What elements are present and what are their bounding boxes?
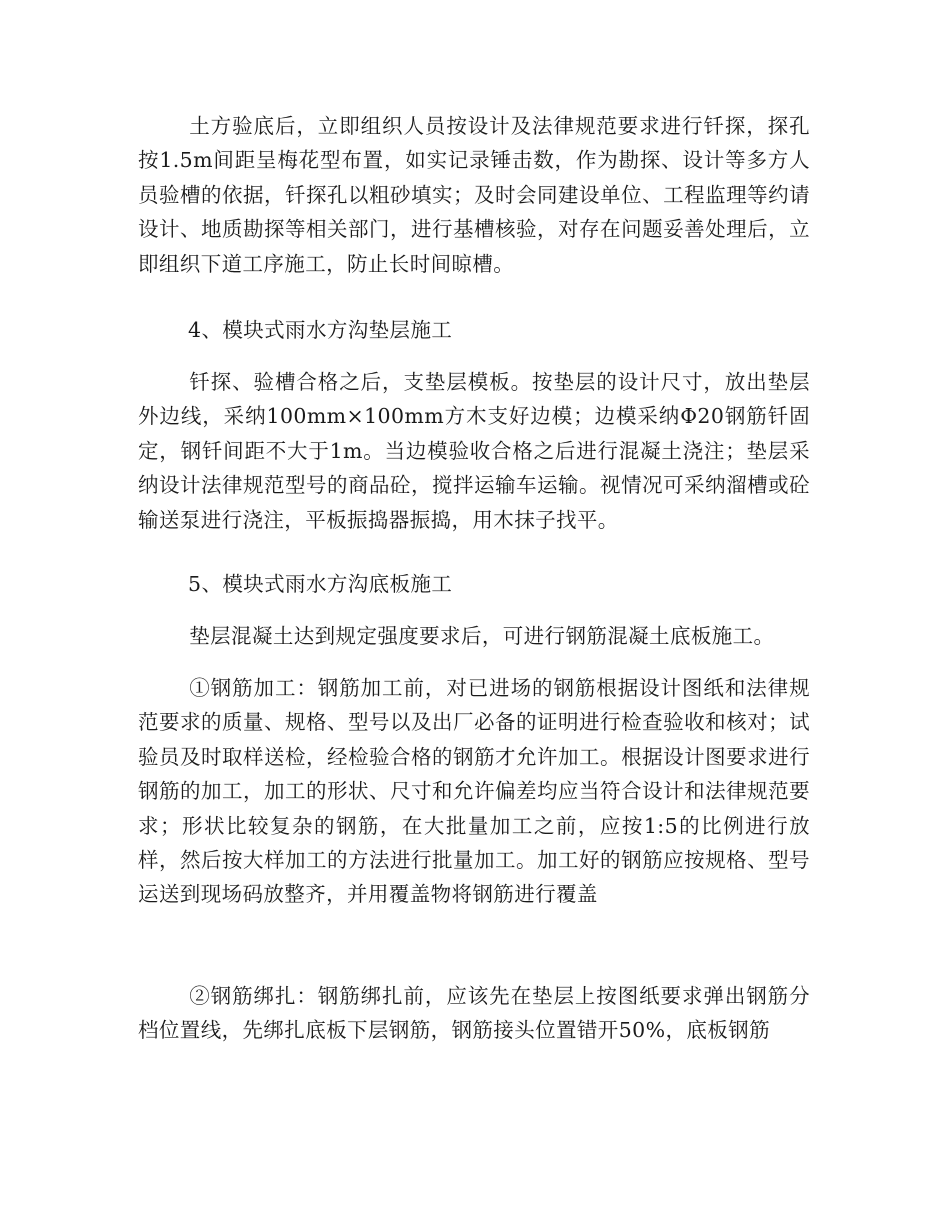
- paragraph-base-plate-intro: 垫层混凝土达到规定强度要求后，可进行钢筋混凝土底板施工。: [189, 624, 775, 648]
- paragraph-cushion-construction: 钎探、验槽合格之后，支垫层模板。按垫层的设计尺寸，放出垫层外边线，采纳100mm×100mm方木支好边模；边模采纳Φ20钢筋钎固定，钢钎间距不大于1m。当边模验收合格之后进行混凝土浇注；垫层采纳设计法律规范型号的商品砼，搅拌运输车运输。视情况可采纳溜槽或砼输送泵进行浇注，平板振捣器振捣，用木抹子找平。: [138, 370, 810, 532]
- paragraph-earthwork-inspection: 土方验底后，立即组织人员按设计及法律规范要求进行钎探，探孔按1.5m间距呈梅花型布置，如实记录锤击数，作为勘探、设计等多方人员验槽的依据，钎探孔以粗砂填实；及时会同建设单位、工程监理等约请设计、地质勘探等相关部门，进行基槽核验，对存在问题妥善处理后，立即组织下道工序施工，防止长时间晾槽。: [138, 114, 810, 276]
- section-heading-cushion: 4、模块式雨水方沟垫层施工: [188, 318, 453, 342]
- section-heading-base-plate: 5、模块式雨水方沟底板施工: [188, 572, 453, 596]
- paragraph-rebar-processing: ①钢筋加工：钢筋加工前，对已进场的钢筋根据设计图纸和法律规范要求的质量、规格、型号以及出厂必备的证明进行检查验收和核对；试验员及时取样送检，经检验合格的钢筋才允许加工。根据设计图要求进行钢筋的加工，加工的形状、尺寸和允许偏差均应当符合设计和法律规范要求；形状比较复杂的钢筋，在大批量加工之前，应按1:5的比例进行放样，然后按大样加工的方法进行批量加工。加工好的钢筋应按规格、型号运送到现场码放整齐，并用覆盖物将钢筋进行覆盖: [138, 676, 810, 907]
- paragraph-rebar-binding: ②钢筋绑扎：钢筋绑扎前，应该先在垫层上按图纸要求弹出钢筋分档位置线，先绑扎底板下层钢筋，钢筋接头位置错开50%，底板钢筋: [138, 984, 810, 1043]
